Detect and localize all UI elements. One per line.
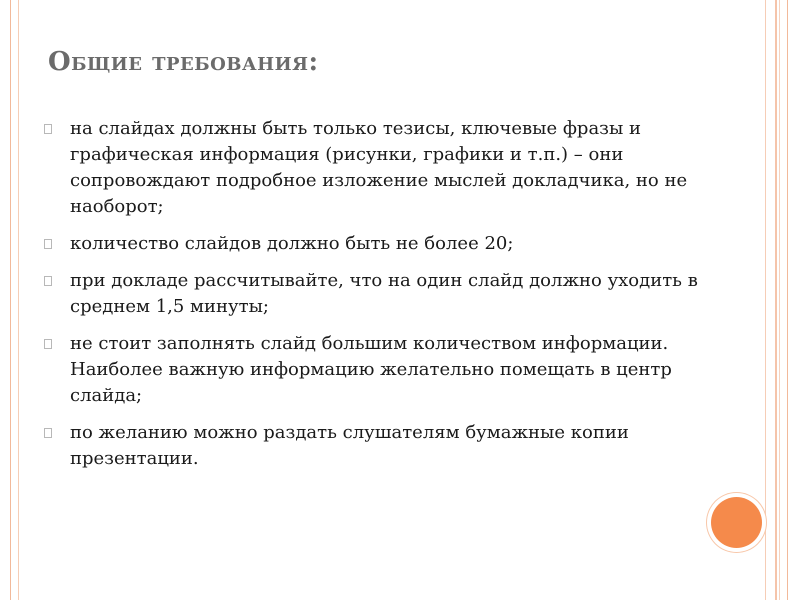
decorative-stripe [787, 0, 788, 600]
bullet-text: по желанию можно раздать слушателям бумажные копии презентации. [70, 422, 629, 469]
bullet-item [44, 231, 704, 257]
bullet-list [44, 116, 704, 483]
decorative-stripe [779, 0, 780, 600]
square-bullet-icon [44, 339, 52, 349]
orange-circle-decoration [711, 497, 762, 548]
bullet-item [44, 331, 704, 409]
bullet-text: на слайдах должны быть только тезисы, ключевые фразы и графическая информация (рисунки, графики и т.п.) – они сопровождают подробное изложение мыслей докладчика, но не наоборот; [70, 118, 688, 217]
bullet-text: количество слайдов должно быть не более 20; [70, 233, 514, 254]
decorative-stripe [775, 0, 777, 600]
bullet-text: при докладе рассчитывайте, что на один слайд должно уходить в среднем 1,5 минуты; [70, 270, 698, 317]
slide-title: Общие требования: [48, 47, 319, 77]
square-bullet-icon [44, 276, 52, 286]
bullet-item [44, 268, 704, 320]
square-bullet-icon [44, 124, 52, 134]
bullet-item [44, 420, 704, 472]
square-bullet-icon [44, 239, 52, 249]
bullet-item [44, 116, 704, 220]
bullet-text: не стоит заполнять слайд большим количеством информации. Наиболее важную информацию желательно помещать в центр слайда; [70, 333, 672, 406]
square-bullet-icon [44, 428, 52, 438]
